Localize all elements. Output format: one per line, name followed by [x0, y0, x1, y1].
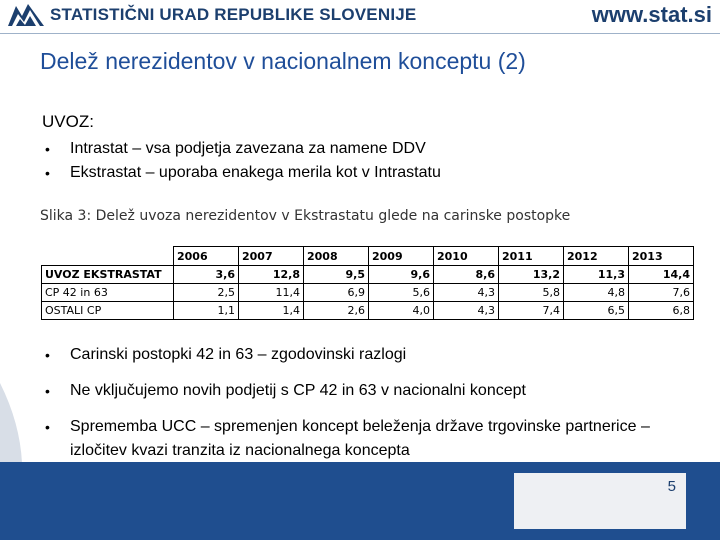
page-number: 5 — [667, 478, 676, 495]
table-cell: 11,3 — [564, 266, 629, 284]
figure-caption: Slika 3: Delež uvoza nerezidentov v Ekstrastatu glede na carinske postopke — [40, 208, 571, 224]
row-label: OSTALI CP — [42, 302, 174, 320]
section-heading: UVOZ: — [42, 112, 94, 131]
year-header: 2010 — [434, 247, 499, 266]
bullet-icon: • — [45, 141, 50, 157]
bullet-icon: • — [45, 347, 50, 363]
bullet-icon: • — [45, 419, 50, 435]
row-label: CP 42 in 63 — [42, 284, 174, 302]
table-cell: 11,4 — [239, 284, 304, 302]
table-row — [42, 302, 694, 320]
list-item — [42, 137, 441, 161]
bullet-icon: • — [45, 383, 50, 399]
summary-bullet-list — [42, 343, 690, 475]
year-header: 2007 — [239, 247, 304, 266]
org-name: STATISTIČNI URAD REPUBLIKE SLOVENIJE — [50, 5, 417, 24]
year-header: 2009 — [369, 247, 434, 266]
table-cell: 4,0 — [369, 302, 434, 320]
table-cell: 13,2 — [499, 266, 564, 284]
bullet-text: Ekstrastat – uporaba enakega merila kot v Intrastatu — [70, 164, 441, 181]
year-header: 2006 — [174, 247, 239, 266]
table-cell: 2,6 — [304, 302, 369, 320]
table-cell: 7,6 — [629, 284, 694, 302]
site-url-link[interactable]: www.stat.si — [591, 2, 712, 27]
table-cell: 5,8 — [499, 284, 564, 302]
bullet-text: Intrastat – vsa podjetja zavezana za namene DDV — [70, 140, 426, 157]
table-cell: 2,5 — [174, 284, 239, 302]
table-cell: 6,9 — [304, 284, 369, 302]
table-cell: 4,8 — [564, 284, 629, 302]
table-cell: 9,5 — [304, 266, 369, 284]
data-table — [41, 246, 694, 320]
bullet-text: Carinski postopki 42 in 63 – zgodovinski razlogi — [70, 346, 407, 363]
table-row — [42, 284, 694, 302]
header — [0, 0, 720, 34]
year-header: 2012 — [564, 247, 629, 266]
year-header: 2013 — [629, 247, 694, 266]
table-cell: 1,1 — [174, 302, 239, 320]
bullet-text: Sprememba UCC – spremenjen koncept beleženja države trgovinske partnerice – izločitev kvazi tranzita iz nacionalnega koncepta — [70, 418, 650, 459]
row-label: UVOZ EKSTRASTAT — [42, 266, 174, 284]
table-cell: 7,4 — [499, 302, 564, 320]
list-item — [42, 161, 441, 185]
table-cell: 4,3 — [434, 284, 499, 302]
table-cell: 8,6 — [434, 266, 499, 284]
surs-logo-icon — [6, 2, 46, 28]
list-item — [42, 379, 690, 403]
table-corner-cell — [42, 247, 174, 266]
decorative-swoosh-icon — [0, 383, 22, 463]
page-title: Delež nerezidentov v nacionalnem konceptu (2) — [40, 48, 526, 74]
page-number-box — [514, 473, 686, 529]
list-item — [42, 415, 690, 463]
header-divider — [0, 33, 720, 34]
bullet-icon: • — [45, 165, 50, 181]
bullet-text: Ne vključujemo novih podjetij s CP 42 in 63 v nacionalni koncept — [70, 382, 526, 399]
table-cell: 1,4 — [239, 302, 304, 320]
table-header-row — [42, 247, 694, 266]
list-item — [42, 343, 690, 367]
table-cell: 5,6 — [369, 284, 434, 302]
table-cell: 3,6 — [174, 266, 239, 284]
table-cell: 12,8 — [239, 266, 304, 284]
table-cell: 6,5 — [564, 302, 629, 320]
intro-bullet-list — [42, 137, 441, 185]
table-cell: 14,4 — [629, 266, 694, 284]
table-cell: 9,6 — [369, 266, 434, 284]
table-row — [42, 266, 694, 284]
table-cell: 4,3 — [434, 302, 499, 320]
table-cell: 6,8 — [629, 302, 694, 320]
year-header: 2011 — [499, 247, 564, 266]
year-header: 2008 — [304, 247, 369, 266]
